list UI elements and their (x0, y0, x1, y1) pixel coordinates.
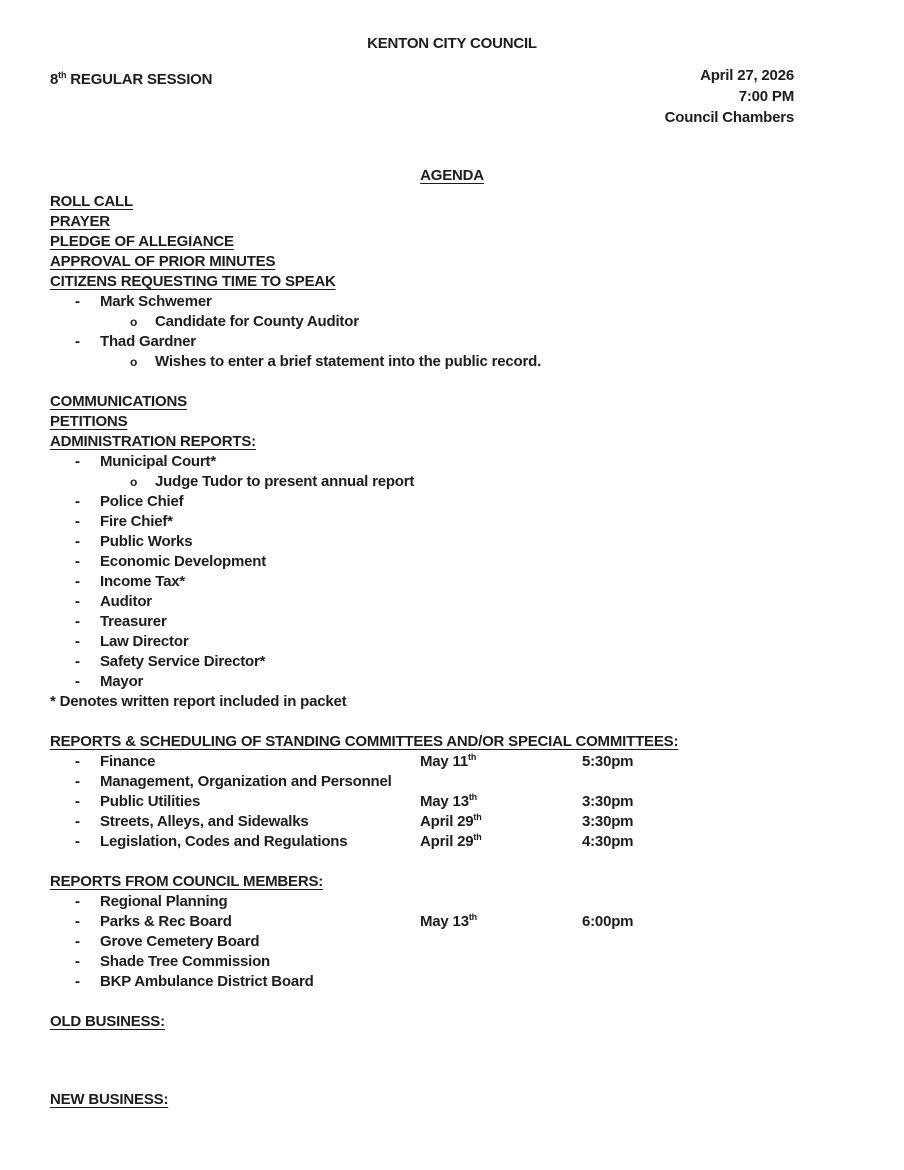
list-item-admin-report (50, 652, 854, 672)
council-report-date: May 13th (420, 912, 477, 930)
circle-bullet: o (130, 475, 138, 489)
list-item-admin-report (50, 552, 854, 572)
meeting-time: 7:00 PM (738, 88, 794, 105)
dash-bullet: - (75, 533, 80, 550)
committee-time: 3:30pm (582, 793, 634, 810)
dash-bullet: - (75, 793, 80, 810)
list-item-admin-report (50, 672, 854, 692)
council-report-date (420, 932, 582, 952)
footnote: * Denotes written report included in packet (50, 693, 347, 710)
list-subitem-speaker-detail (50, 352, 854, 372)
dash-bullet: - (75, 573, 80, 590)
committee-row (50, 812, 854, 832)
admin-report-label: Economic Development (100, 553, 267, 570)
dash-bullet: - (75, 493, 80, 510)
dash-bullet: - (75, 773, 80, 790)
committee-name: Legislation, Codes and Regulations (100, 833, 348, 850)
speaker-detail: Candidate for County Auditor (155, 313, 359, 330)
speaker-detail: Wishes to enter a brief statement into the public record. (155, 353, 542, 370)
session-title (50, 65, 212, 88)
admin-report-label: Law Director (100, 633, 189, 650)
committee-name: Streets, Alleys, and Sidewalks (100, 813, 309, 830)
council-report-row (50, 952, 854, 972)
committee-date: May 11th (420, 752, 477, 770)
dash-bullet: - (75, 813, 80, 830)
heading-petitions: PETITIONS (50, 413, 128, 430)
heading-old-business: OLD BUSINESS: (50, 1013, 165, 1030)
council-report-time: 6:00pm (582, 913, 634, 930)
dash-bullet: - (75, 553, 80, 570)
council-report-row (50, 972, 854, 992)
admin-report-label: Auditor (100, 593, 152, 610)
header-row (0, 65, 904, 128)
list-item-admin-report (50, 532, 854, 552)
heading-citizens: CITIZENS REQUESTING TIME TO SPEAK (50, 273, 336, 290)
dash-bullet: - (75, 673, 80, 690)
council-report-name: Grove Cemetery Board (100, 933, 260, 950)
list-item-admin-report (50, 632, 854, 652)
committee-time: 4:30pm (582, 833, 634, 850)
council-report-name: Parks & Rec Board (100, 913, 232, 930)
admin-report-label: Mayor (100, 673, 144, 690)
council-report-row (50, 892, 854, 912)
doc-title: KENTON CITY COUNCIL (367, 35, 537, 52)
admin-report-label: Income Tax* (100, 573, 186, 590)
council-report-date (420, 952, 582, 972)
admin-report-label: Treasurer (100, 613, 167, 630)
meeting-date: April 27, 2026 (700, 67, 794, 84)
heading-new-business: NEW BUSINESS: (50, 1091, 169, 1108)
committee-date: April 29th (420, 832, 482, 850)
council-report-row (50, 932, 854, 952)
council-report-row (50, 912, 854, 932)
list-item-admin-report (50, 512, 854, 532)
committee-row (50, 832, 854, 852)
dash-bullet: - (75, 633, 80, 650)
speaker-name: Mark Schwemer (100, 293, 212, 310)
list-item-admin-report (50, 612, 854, 632)
circle-bullet: o (130, 315, 138, 329)
list-item-admin-report (50, 592, 854, 612)
heading-pledge: PLEDGE OF ALLEGIANCE (50, 233, 234, 250)
committee-row (50, 792, 854, 812)
dash-bullet: - (75, 893, 80, 910)
circle-bullet: o (130, 355, 138, 369)
committee-date: May 13th (420, 792, 477, 810)
list-subitem-speaker-detail (50, 312, 854, 332)
session-label: REGULAR SESSION (70, 71, 213, 88)
heading-council-reports: REPORTS FROM COUNCIL MEMBERS: (50, 873, 324, 890)
list-item-admin-report (50, 452, 854, 472)
session-ordinal: th (58, 70, 67, 80)
session-number: 8 (50, 71, 59, 88)
dash-bullet: - (75, 293, 80, 310)
list-item-admin-report (50, 572, 854, 592)
dash-bullet: - (75, 913, 80, 930)
list-item-speaker (50, 292, 854, 312)
admin-report-label: Public Works (100, 533, 193, 550)
dash-bullet: - (75, 973, 80, 990)
dash-bullet: - (75, 753, 80, 770)
council-report-name: Regional Planning (100, 893, 228, 910)
council-report-date (420, 972, 582, 992)
council-report-name: Shade Tree Commission (100, 953, 271, 970)
heading-roll-call: ROLL CALL (50, 193, 133, 210)
list-item-speaker (50, 332, 854, 352)
admin-report-label: Police Chief (100, 493, 184, 510)
dash-bullet: - (75, 833, 80, 850)
committee-time: 5:30pm (582, 753, 634, 770)
dash-bullet: - (75, 513, 80, 530)
meeting-info (665, 65, 794, 128)
heading-prayer: PRAYER (50, 213, 110, 230)
committee-row (50, 752, 854, 772)
agenda-heading: AGENDA (420, 167, 484, 184)
list-item-admin-report (50, 492, 854, 512)
admin-report-detail: Judge Tudor to present annual report (155, 473, 415, 490)
admin-report-label: Municipal Court* (100, 453, 216, 470)
council-report-name: BKP Ambulance District Board (100, 973, 314, 990)
heading-minutes: APPROVAL OF PRIOR MINUTES (50, 253, 276, 270)
dash-bullet: - (75, 593, 80, 610)
council-report-date (420, 892, 582, 912)
admin-report-label: Fire Chief* (100, 513, 173, 530)
dash-bullet: - (75, 613, 80, 630)
committee-date: April 29th (420, 812, 482, 830)
admin-report-label: Safety Service Director* (100, 653, 266, 670)
committee-date (420, 772, 582, 792)
heading-communications: COMMUNICATIONS (50, 393, 187, 410)
meeting-location: Council Chambers (664, 109, 794, 126)
heading-standing-committees: REPORTS & SCHEDULING OF STANDING COMMITTEES AND/OR SPECIAL COMMITTEES: (50, 733, 679, 750)
committee-name: Finance (100, 753, 156, 770)
committee-name: Public Utilities (100, 793, 201, 810)
dash-bullet: - (75, 653, 80, 670)
list-subitem-admin-detail (50, 472, 854, 492)
dash-bullet: - (75, 453, 80, 470)
committee-time: 3:30pm (582, 813, 634, 830)
dash-bullet: - (75, 933, 80, 950)
committee-row (50, 772, 854, 792)
agenda-body (0, 192, 904, 1110)
dash-bullet: - (75, 953, 80, 970)
heading-administration-reports: ADMINISTRATION REPORTS: (50, 433, 256, 450)
committee-name: Management, Organization and Personnel (100, 773, 392, 790)
dash-bullet: - (75, 333, 80, 350)
speaker-name: Thad Gardner (100, 333, 196, 350)
